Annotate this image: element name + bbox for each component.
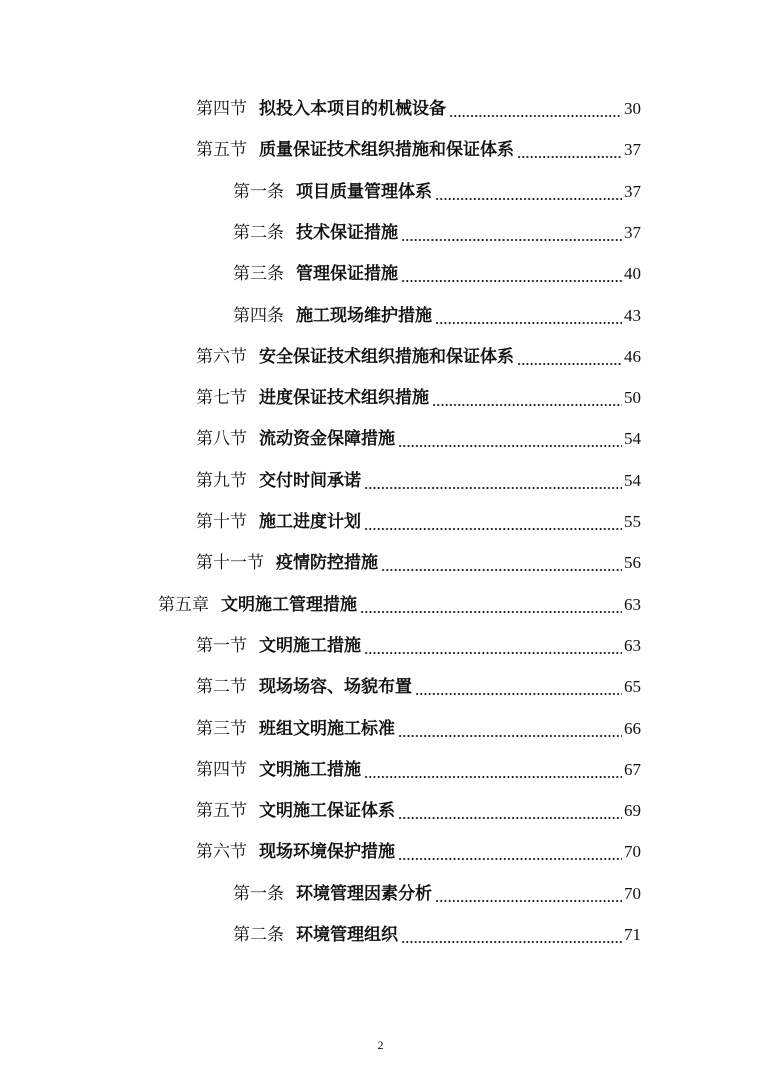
toc-entry-number: 第一条 bbox=[233, 883, 284, 904]
toc-entry-number: 第五节 bbox=[196, 140, 247, 161]
toc-entry-number: 第三节 bbox=[196, 718, 247, 739]
toc-entry-page: 70 bbox=[624, 842, 641, 862]
toc-entry[interactable] bbox=[158, 592, 641, 618]
toc-entry-number: 第六节 bbox=[196, 842, 247, 863]
toc-entry-title: 管理保证措施 bbox=[296, 264, 398, 285]
toc-entry-title: 交付时间承诺 bbox=[259, 470, 361, 491]
toc-entry-title: 环境管理因素分析 bbox=[296, 883, 432, 904]
toc-entry[interactable] bbox=[196, 633, 641, 659]
toc-entry-title: 现场环境保护措施 bbox=[259, 842, 395, 863]
toc-entry[interactable] bbox=[196, 426, 641, 452]
toc-entry-number: 第一节 bbox=[196, 635, 247, 656]
toc-entry-page: 50 bbox=[624, 388, 641, 408]
toc-entry-title: 疫情防控措施 bbox=[276, 553, 378, 574]
toc-entry[interactable] bbox=[233, 261, 641, 287]
toc-entry-page: 66 bbox=[624, 718, 641, 738]
toc-entry-page: 37 bbox=[624, 140, 641, 160]
toc-dot-leader bbox=[401, 261, 622, 287]
toc-dot-leader bbox=[398, 798, 622, 824]
toc-entry[interactable] bbox=[233, 881, 641, 907]
toc-entry-number: 第二条 bbox=[233, 222, 284, 243]
toc-entry[interactable] bbox=[196, 798, 641, 824]
toc-entry-page: 67 bbox=[624, 759, 641, 779]
toc-dot-leader bbox=[398, 839, 622, 865]
toc-entry-page: 63 bbox=[624, 594, 641, 614]
toc-entry-number: 第四节 bbox=[196, 99, 247, 119]
toc-entry-title: 施工现场维护措施 bbox=[296, 305, 432, 326]
toc-entry-title: 文明施工管理措施 bbox=[221, 594, 357, 615]
toc-entry-page: 69 bbox=[624, 801, 641, 821]
toc-dot-leader bbox=[401, 922, 622, 948]
toc-dot-leader bbox=[360, 592, 622, 618]
toc-dot-leader bbox=[517, 137, 622, 163]
toc-dot-leader bbox=[517, 344, 622, 370]
toc-entry-title: 进度保证技术组织措施 bbox=[259, 388, 429, 409]
toc-entry-number: 第八节 bbox=[196, 429, 247, 450]
toc-entry[interactable] bbox=[233, 922, 641, 948]
toc-entry[interactable] bbox=[196, 550, 641, 576]
toc-entry-title: 文明施工措施 bbox=[259, 759, 361, 780]
toc-entry-number: 第三条 bbox=[233, 264, 284, 285]
toc-entry[interactable] bbox=[196, 509, 641, 535]
toc-entry-number: 第五节 bbox=[196, 801, 247, 822]
toc-entry-number: 第九节 bbox=[196, 470, 247, 491]
toc-dot-leader bbox=[415, 674, 622, 700]
toc-entry-title: 技术保证措施 bbox=[296, 222, 398, 243]
toc-entry-title: 文明施工措施 bbox=[259, 635, 361, 656]
toc-entry-number: 第七节 bbox=[196, 388, 247, 409]
toc-entry-number: 第四条 bbox=[233, 305, 284, 326]
page-number: 2 bbox=[377, 1038, 384, 1052]
toc-entry-title: 现场场容、场貌布置 bbox=[259, 677, 412, 698]
toc-entry[interactable] bbox=[233, 303, 641, 329]
toc-dot-leader bbox=[398, 716, 622, 742]
toc-entry-page: 30 bbox=[624, 99, 641, 118]
toc-entry-page: 70 bbox=[624, 883, 641, 903]
toc-dot-leader bbox=[364, 468, 622, 494]
toc-entry[interactable] bbox=[196, 716, 641, 742]
toc-entry[interactable] bbox=[196, 344, 641, 370]
toc-entry-number: 第四节 bbox=[196, 759, 247, 780]
toc-entry-number: 第一条 bbox=[233, 181, 284, 202]
toc-entry-title: 拟投入本项目的机械设备 bbox=[259, 99, 446, 119]
toc-entry-number: 第六节 bbox=[196, 346, 247, 367]
toc-entry-number: 第十一节 bbox=[196, 553, 264, 574]
toc-dot-leader bbox=[364, 633, 622, 659]
toc-dot-leader bbox=[435, 881, 622, 907]
toc-entry-page: 43 bbox=[624, 305, 641, 325]
toc-entry-number: 第五章 bbox=[158, 594, 209, 615]
toc-dot-leader bbox=[401, 220, 622, 246]
toc-entry[interactable] bbox=[233, 220, 641, 246]
toc-dot-leader bbox=[432, 385, 622, 411]
toc-entry-page: 54 bbox=[624, 470, 641, 490]
toc-entry-number: 第二条 bbox=[233, 925, 284, 945]
toc-dot-leader bbox=[381, 550, 622, 576]
toc-entry-title: 班组文明施工标准 bbox=[259, 718, 395, 739]
toc-entry-page: 54 bbox=[624, 429, 641, 449]
toc-entry-title: 流动资金保障措施 bbox=[259, 429, 395, 450]
toc-entry-number: 第二节 bbox=[196, 677, 247, 698]
toc-entry-page: 63 bbox=[624, 635, 641, 655]
toc-entry-number: 第十节 bbox=[196, 512, 247, 532]
toc-entry-page: 37 bbox=[624, 222, 641, 242]
toc-dot-leader bbox=[435, 303, 622, 329]
toc-entry-page: 40 bbox=[624, 264, 641, 284]
toc-dot-leader bbox=[398, 426, 622, 452]
toc-entry[interactable] bbox=[233, 179, 641, 205]
toc-entry-title: 项目质量管理体系 bbox=[296, 181, 432, 202]
toc-entry-page: 65 bbox=[624, 677, 641, 697]
toc-entry-page: 37 bbox=[624, 181, 641, 201]
toc-entry-title: 文明施工保证体系 bbox=[259, 801, 395, 822]
toc-entry[interactable] bbox=[196, 757, 641, 783]
toc-entry[interactable] bbox=[196, 674, 641, 700]
toc-entry-page: 71 bbox=[624, 925, 641, 944]
toc-entry-page: 55 bbox=[624, 512, 641, 531]
toc-entry-page: 56 bbox=[624, 553, 641, 573]
toc-entry-title: 环境管理组织 bbox=[296, 925, 398, 945]
toc-entry-title: 质量保证技术组织措施和保证体系 bbox=[259, 140, 514, 161]
toc-entry[interactable] bbox=[196, 839, 641, 865]
toc-entry[interactable] bbox=[196, 468, 641, 494]
toc-entry[interactable] bbox=[196, 137, 641, 163]
toc-dot-leader bbox=[449, 96, 622, 122]
toc-entry[interactable] bbox=[196, 385, 641, 411]
toc-dot-leader bbox=[435, 179, 622, 205]
toc-entry-title: 施工进度计划 bbox=[259, 512, 361, 532]
toc-dot-leader bbox=[364, 509, 622, 535]
toc-dot-leader bbox=[364, 757, 622, 783]
toc-entry-page: 46 bbox=[624, 346, 641, 366]
toc-entry[interactable] bbox=[196, 96, 641, 122]
toc-entry-title: 安全保证技术组织措施和保证体系 bbox=[259, 346, 514, 367]
